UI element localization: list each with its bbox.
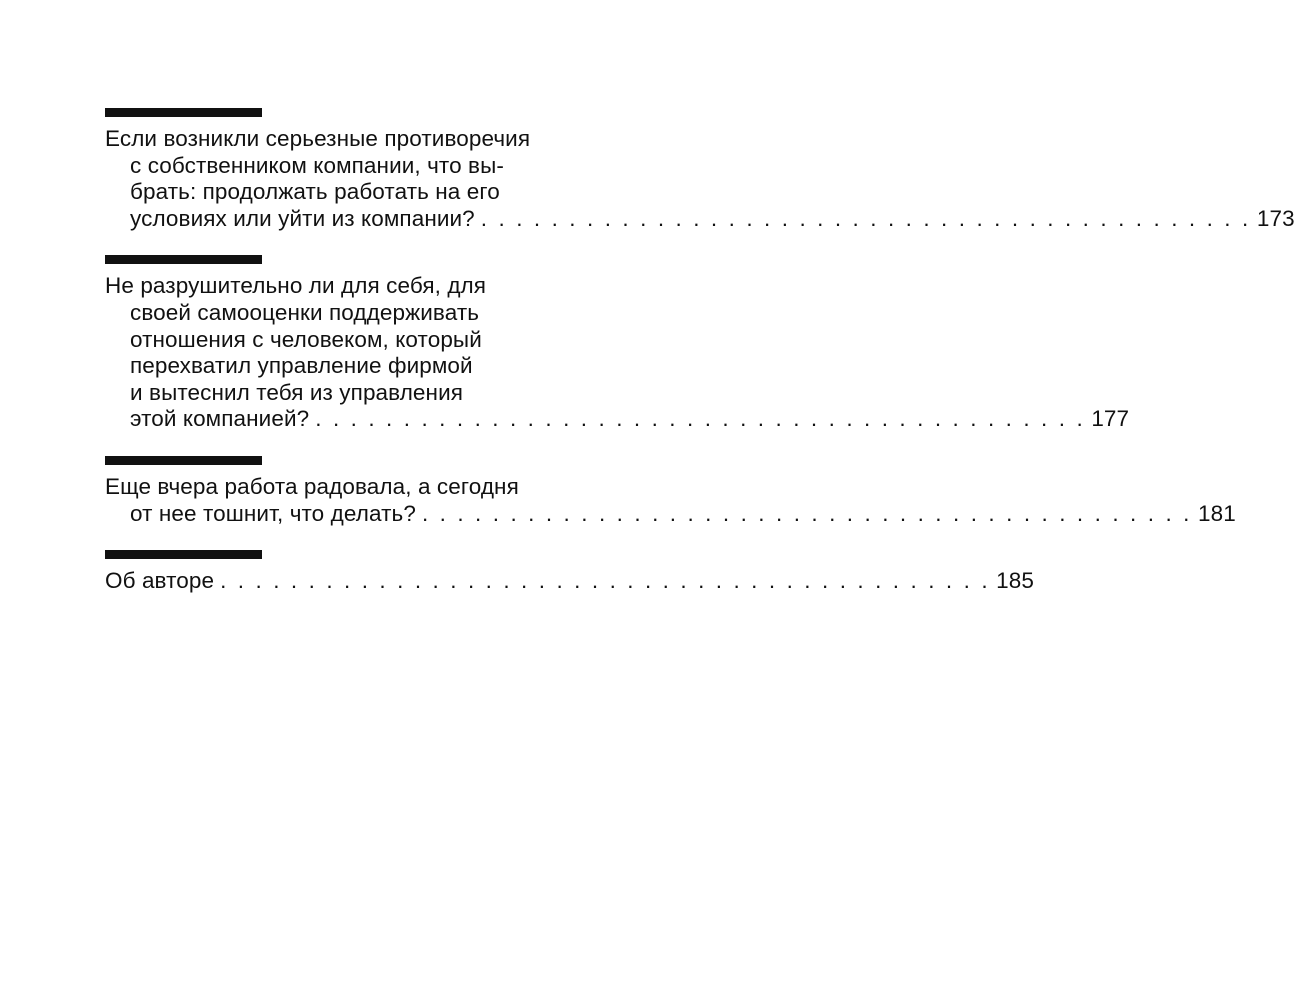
- toc-entry-title-line: от нее тошнит, что делать?: [130, 500, 416, 526]
- dot-leader: . . . . . . . . . . . . . . . . . . . . . . . . . . . . . . . . . . . . . . . . . . . .: [315, 406, 1086, 432]
- toc-entry-title-line: условиях или уйти из компании?: [130, 205, 475, 231]
- section-marker-bar: [105, 255, 262, 264]
- toc-entry[interactable]: [105, 108, 1295, 232]
- toc-entry-title-line: с собственником компании, что вы-: [130, 152, 504, 178]
- toc-entry-last-line: [105, 500, 1236, 528]
- toc-entry[interactable]: [105, 456, 1236, 527]
- dot-leader: . . . . . . . . . . . . . . . . . . . . . . . . . . . . . . . . . . . . . . . . . . . .: [220, 568, 991, 594]
- dot-leader: . . . . . . . . . . . . . . . . . . . . . . . . . . . . . . . . . . . . . . . . . . . .: [480, 205, 1251, 231]
- toc-entry-title-line: своей самооценки поддерживать: [130, 299, 480, 325]
- page-number: 185: [996, 568, 1035, 594]
- section-marker-bar: [105, 108, 262, 117]
- table-of-contents: [105, 108, 1295, 595]
- section-marker-bar: [105, 550, 262, 559]
- toc-entry-last-line: [105, 406, 1130, 433]
- toc-entry-title-line: Еще вчера работа радовала, а сегодня: [105, 473, 519, 499]
- toc-entry[interactable]: [105, 550, 1035, 595]
- toc-entry-title-line: перехватил управление фирмой: [130, 353, 473, 379]
- toc-entry-title-line: брать: продолжать работать на его: [130, 179, 500, 205]
- toc-entry-title-line: и вытеснил тебя из управления: [130, 379, 464, 405]
- toc-entry-title-line: Об авторе: [105, 568, 215, 594]
- toc-entry-last-line: [105, 568, 1035, 595]
- toc-entry-title-line: этой компанией?: [130, 406, 310, 432]
- page-number: 177: [1091, 406, 1130, 432]
- section-marker-bar: [105, 456, 262, 465]
- toc-entry-title-line: Если возникли серьезные противоречия: [105, 126, 531, 151]
- page-number: 173: [1256, 205, 1295, 231]
- dot-leader: . . . . . . . . . . . . . . . . . . . . . . . . . . . . . . . . . . . . . . . . . . . .: [421, 500, 1192, 526]
- page-number: 181: [1198, 500, 1236, 526]
- toc-entry-last-line: [105, 205, 1295, 233]
- toc-entry-title-line: отношения с человеком, который: [130, 326, 482, 352]
- toc-entry[interactable]: [105, 255, 1130, 433]
- toc-entry-title-line: Не разрушительно ли для себя, для: [105, 273, 487, 299]
